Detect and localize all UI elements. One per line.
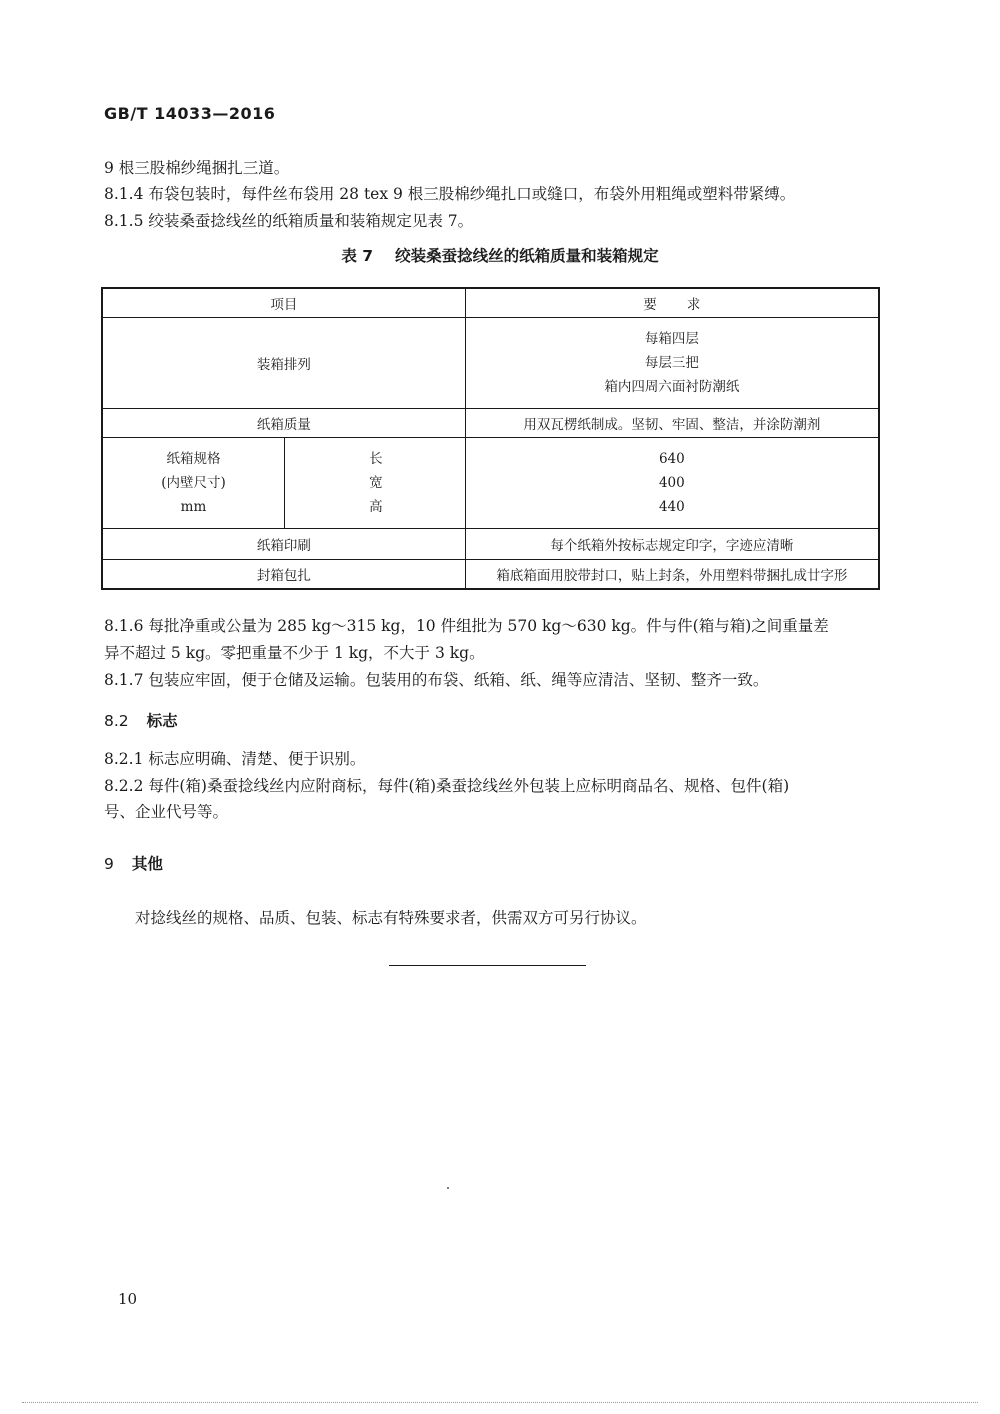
arrangement-line: 箱内四周六面衬防潮纸 bbox=[604, 379, 740, 395]
table-row bbox=[102, 409, 879, 438]
dimension-value: 400 bbox=[658, 475, 685, 491]
scan-speck bbox=[447, 1187, 449, 1189]
end-rule bbox=[389, 965, 586, 966]
section-title: 标志 bbox=[146, 712, 178, 730]
section-number: 9 bbox=[104, 855, 114, 873]
table-row bbox=[102, 529, 879, 560]
dimensions-label-line: (内壁尺寸) bbox=[161, 475, 226, 491]
arrangement-label: 装箱排列 bbox=[102, 318, 465, 409]
clause-8-1-6-line-2: 异不超过 5 kg。零把重量不少于 1 kg，不大于 3 kg。 bbox=[104, 644, 485, 662]
section-heading-9 bbox=[104, 852, 163, 874]
table-header-row bbox=[102, 288, 879, 318]
clause-8-1-7: 8.1.7 包装应牢固，便于仓储及运输。包装用的布袋、纸箱、纸、绳等应清洁、坚韧、整齐一致。 bbox=[104, 671, 769, 689]
clause-8-1-4: 8.1.4 布袋包装时，每件丝布袋用 28 tex 9 根三股棉纱绳扎口或缝口，布袋外用粗绳或塑料带紧缚。 bbox=[104, 185, 796, 203]
header-requirement: 要求 bbox=[465, 288, 879, 318]
sealing-value: 箱底箱面用胶带封口，贴上封条，外用塑料带捆扎成廿字形 bbox=[465, 560, 879, 590]
dimension-value: 440 bbox=[658, 499, 685, 515]
dimension-value: 640 bbox=[658, 451, 685, 467]
clause-8-2-2-line-1: 8.2.2 每件(箱)桑蚕捻线丝内应附商标，每件(箱)桑蚕捻线丝外包装上应标明商品名、规格、包件(箱) bbox=[104, 777, 790, 795]
table-caption-number: 表 7 bbox=[341, 247, 374, 265]
dimension-sublabel: 长 bbox=[369, 451, 383, 467]
printing-label: 纸箱印刷 bbox=[102, 529, 465, 560]
sealing-label: 封箱包扎 bbox=[102, 560, 465, 590]
clause-8-1-5: 8.1.5 绞装桑蚕捻线丝的纸箱质量和装箱规定见表 7。 bbox=[104, 212, 474, 230]
dimensions-sublabels bbox=[284, 438, 465, 529]
dimensions-label-line: 纸箱规格 bbox=[166, 451, 221, 467]
page-bottom-edge bbox=[22, 1402, 978, 1403]
table-row bbox=[102, 438, 879, 529]
dimension-sublabel: 高 bbox=[369, 499, 383, 515]
quality-label: 纸箱质量 bbox=[102, 409, 465, 438]
packing-spec-table bbox=[101, 287, 880, 590]
dimensions-label-line: mm bbox=[180, 499, 207, 515]
standard-code: GB/T 14033—2016 bbox=[104, 104, 276, 123]
table-caption-title: 绞装桑蚕捻线丝的纸箱质量和装箱规定 bbox=[395, 247, 659, 265]
arrangement-line: 每层三把 bbox=[644, 355, 699, 371]
section-title: 其他 bbox=[131, 855, 163, 873]
page-number: 10 bbox=[118, 1290, 138, 1308]
clause-8-2-1: 8.2.1 标志应明确、清楚、便于识别。 bbox=[104, 750, 366, 768]
table-row bbox=[102, 318, 879, 409]
dimensions-values bbox=[465, 438, 879, 529]
clause-8-2-2-line-2: 号、企业代号等。 bbox=[104, 803, 229, 821]
section-heading-8-2 bbox=[104, 709, 178, 731]
printing-value: 每个纸箱外按标志规定印字，字迹应清晰 bbox=[465, 529, 879, 560]
section-number: 8.2 bbox=[104, 712, 129, 730]
clause-8-1-6-line-1: 8.1.6 每批净重或公量为 285 kg～315 kg，10 件组批为 570 kg～630 kg。件与件(箱与箱)之间重量差 bbox=[104, 617, 829, 635]
table-row bbox=[102, 560, 879, 590]
dimension-sublabel: 宽 bbox=[369, 475, 383, 491]
arrangement-line: 每箱四层 bbox=[644, 331, 699, 347]
quality-value: 用双瓦楞纸制成。坚韧、牢固、整洁，并涂防潮剂 bbox=[465, 409, 879, 438]
table-caption bbox=[0, 244, 1000, 266]
paragraph-continuation: 9 根三股棉纱绳捆扎三道。 bbox=[104, 159, 290, 177]
header-item: 项目 bbox=[102, 288, 465, 318]
clause-9-text: 对捻线丝的规格、品质、包装、标志有特殊要求者，供需双方可另行协议。 bbox=[135, 909, 647, 927]
dimensions-label bbox=[102, 438, 284, 529]
arrangement-value bbox=[465, 318, 879, 409]
